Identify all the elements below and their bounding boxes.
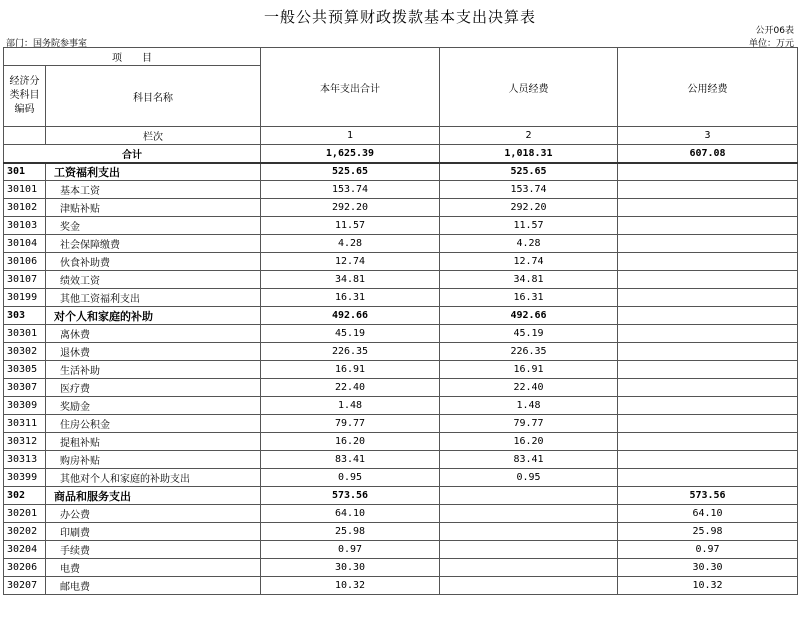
table-row xyxy=(4,199,798,217)
account-name: 印刷费 xyxy=(46,523,261,541)
personnel-amount xyxy=(440,577,618,595)
account-name: 退休费 xyxy=(46,343,261,361)
account-name: 住房公积金 xyxy=(46,415,261,433)
personnel-amount: 79.77 xyxy=(440,415,618,433)
account-name: 对个人和家庭的补助 xyxy=(46,307,261,325)
total-amount: 525.65 xyxy=(261,163,440,181)
public-amount: 10.32 xyxy=(618,577,798,595)
account-name: 手续费 xyxy=(46,541,261,559)
account-code: 30107 xyxy=(4,271,46,289)
item-header: 项 目 xyxy=(4,48,261,66)
personnel-amount: 83.41 xyxy=(440,451,618,469)
code-col-header: 经济分类科目编码 xyxy=(4,66,46,127)
total-amount: 16.20 xyxy=(261,433,440,451)
account-name: 工资福利支出 xyxy=(46,163,261,181)
expenditure-table xyxy=(3,47,798,595)
table-row xyxy=(4,343,798,361)
personnel-amount: 34.81 xyxy=(440,271,618,289)
personnel-amount: 0.95 xyxy=(440,469,618,487)
account-code: 30204 xyxy=(4,541,46,559)
table-row xyxy=(4,307,798,325)
personnel-amount xyxy=(440,559,618,577)
total-personnel: 1,018.31 xyxy=(440,145,618,163)
account-code: 30202 xyxy=(4,523,46,541)
col-num-1: 1 xyxy=(261,127,440,145)
total-amount: 16.91 xyxy=(261,361,440,379)
personnel-amount: 12.74 xyxy=(440,253,618,271)
account-name: 津贴补贴 xyxy=(46,199,261,217)
account-name: 奖励金 xyxy=(46,397,261,415)
account-code: 30302 xyxy=(4,343,46,361)
table-row xyxy=(4,541,798,559)
account-code: 30206 xyxy=(4,559,46,577)
account-code: 30104 xyxy=(4,235,46,253)
public-amount xyxy=(618,307,798,325)
total-amount: 0.97 xyxy=(261,541,440,559)
table-row xyxy=(4,505,798,523)
personnel-amount: 525.65 xyxy=(440,163,618,181)
account-name: 医疗费 xyxy=(46,379,261,397)
account-code: 30399 xyxy=(4,469,46,487)
account-code: 30199 xyxy=(4,289,46,307)
personnel-amount: 16.91 xyxy=(440,361,618,379)
public-amount: 64.10 xyxy=(618,505,798,523)
total-amount: 0.95 xyxy=(261,469,440,487)
account-name: 生活补助 xyxy=(46,361,261,379)
account-name: 电费 xyxy=(46,559,261,577)
account-code: 30312 xyxy=(4,433,46,451)
table-row xyxy=(4,217,798,235)
account-code: 30201 xyxy=(4,505,46,523)
public-amount xyxy=(618,289,798,307)
account-code: 30307 xyxy=(4,379,46,397)
personnel-amount xyxy=(440,487,618,505)
public-amount xyxy=(618,397,798,415)
total-amount: 153.74 xyxy=(261,181,440,199)
public-amount: 25.98 xyxy=(618,523,798,541)
account-name: 办公费 xyxy=(46,505,261,523)
table-row xyxy=(4,289,798,307)
unit-label: 单位：万元 xyxy=(748,39,794,49)
personnel-amount: 153.74 xyxy=(440,181,618,199)
personnel-amount: 11.57 xyxy=(440,217,618,235)
table-row xyxy=(4,523,798,541)
public-amount xyxy=(618,253,798,271)
account-code: 30103 xyxy=(4,217,46,235)
public-amount: 0.97 xyxy=(618,541,798,559)
total-amount: 30.30 xyxy=(261,559,440,577)
public-amount xyxy=(618,199,798,217)
table-row xyxy=(4,181,798,199)
personnel-amount: 492.66 xyxy=(440,307,618,325)
account-name: 提租补贴 xyxy=(46,433,261,451)
total-amount: 79.77 xyxy=(261,415,440,433)
table-row xyxy=(4,433,798,451)
table-row xyxy=(4,415,798,433)
col-num-2: 2 xyxy=(440,127,618,145)
public-amount xyxy=(618,379,798,397)
total-amount: 64.10 xyxy=(261,505,440,523)
personnel-amount: 292.20 xyxy=(440,199,618,217)
public-col-header: 公用经费 xyxy=(618,48,798,127)
account-code: 30313 xyxy=(4,451,46,469)
col-num-3: 3 xyxy=(618,127,798,145)
account-name: 邮电费 xyxy=(46,577,261,595)
total-amount: 492.66 xyxy=(261,307,440,325)
table-row xyxy=(4,163,798,181)
public-amount xyxy=(618,343,798,361)
table-row xyxy=(4,487,798,505)
total-amount: 11.57 xyxy=(261,217,440,235)
department-label: 部门：国务院参事室 xyxy=(6,39,88,49)
column-seq-label: 栏次 xyxy=(46,127,261,145)
public-amount xyxy=(618,181,798,199)
account-name: 奖金 xyxy=(46,217,261,235)
account-name: 伙食补助费 xyxy=(46,253,261,271)
account-name: 绩效工资 xyxy=(46,271,261,289)
account-code: 30207 xyxy=(4,577,46,595)
name-col-header: 科目名称 xyxy=(46,66,261,127)
public-amount xyxy=(618,451,798,469)
personnel-amount: 4.28 xyxy=(440,235,618,253)
table-row xyxy=(4,379,798,397)
account-code: 30102 xyxy=(4,199,46,217)
personnel-amount: 22.40 xyxy=(440,379,618,397)
table-row xyxy=(4,235,798,253)
public-amount: 30.30 xyxy=(618,559,798,577)
total-amount: 12.74 xyxy=(261,253,440,271)
personnel-amount: 45.19 xyxy=(440,325,618,343)
total-amount: 292.20 xyxy=(261,199,440,217)
total-amount: 1,625.39 xyxy=(261,145,440,163)
account-name: 离休费 xyxy=(46,325,261,343)
total-amount: 226.35 xyxy=(261,343,440,361)
account-code: 30311 xyxy=(4,415,46,433)
personnel-amount xyxy=(440,505,618,523)
account-code: 303 xyxy=(4,307,46,325)
account-code: 30309 xyxy=(4,397,46,415)
account-name: 商品和服务支出 xyxy=(46,487,261,505)
total-col-header: 本年支出合计 xyxy=(261,48,440,127)
personnel-col-header: 人员经费 xyxy=(440,48,618,127)
personnel-amount: 1.48 xyxy=(440,397,618,415)
total-amount: 4.28 xyxy=(261,235,440,253)
account-name: 其他工资福利支出 xyxy=(46,289,261,307)
total-amount: 25.98 xyxy=(261,523,440,541)
public-amount xyxy=(618,325,798,343)
public-amount xyxy=(618,433,798,451)
account-code: 302 xyxy=(4,487,46,505)
table-row xyxy=(4,559,798,577)
personnel-amount xyxy=(440,523,618,541)
personnel-amount: 226.35 xyxy=(440,343,618,361)
public-amount xyxy=(618,163,798,181)
public-amount xyxy=(618,415,798,433)
report-title: 一般公共预算财政拨款基本支出决算表 xyxy=(263,8,536,26)
account-code: 30101 xyxy=(4,181,46,199)
table-row xyxy=(4,325,798,343)
table-row xyxy=(4,469,798,487)
total-label: 合计 xyxy=(4,145,261,163)
total-amount: 10.32 xyxy=(261,577,440,595)
account-code: 30305 xyxy=(4,361,46,379)
public-amount xyxy=(618,235,798,253)
total-amount: 16.31 xyxy=(261,289,440,307)
total-amount: 573.56 xyxy=(261,487,440,505)
table-row xyxy=(4,253,798,271)
seq-code-cell xyxy=(4,127,46,145)
public-amount xyxy=(618,217,798,235)
total-amount: 83.41 xyxy=(261,451,440,469)
table-row xyxy=(4,577,798,595)
total-amount: 34.81 xyxy=(261,271,440,289)
public-amount: 573.56 xyxy=(618,487,798,505)
account-name: 其他对个人和家庭的补助支出 xyxy=(46,469,261,487)
account-code: 30301 xyxy=(4,325,46,343)
account-name: 社会保障缴费 xyxy=(46,235,261,253)
personnel-amount: 16.31 xyxy=(440,289,618,307)
table-row xyxy=(4,361,798,379)
account-name: 购房补贴 xyxy=(46,451,261,469)
personnel-amount: 16.20 xyxy=(440,433,618,451)
public-amount xyxy=(618,361,798,379)
total-amount: 45.19 xyxy=(261,325,440,343)
form-code: 公开06表 xyxy=(755,26,794,36)
personnel-amount xyxy=(440,541,618,559)
account-name: 基本工资 xyxy=(46,181,261,199)
public-amount xyxy=(618,271,798,289)
total-amount: 1.48 xyxy=(261,397,440,415)
table-row xyxy=(4,397,798,415)
public-amount xyxy=(618,469,798,487)
total-public: 607.08 xyxy=(618,145,798,163)
table-row xyxy=(4,451,798,469)
table-row xyxy=(4,271,798,289)
total-amount: 22.40 xyxy=(261,379,440,397)
account-code: 30106 xyxy=(4,253,46,271)
account-code: 301 xyxy=(4,163,46,181)
